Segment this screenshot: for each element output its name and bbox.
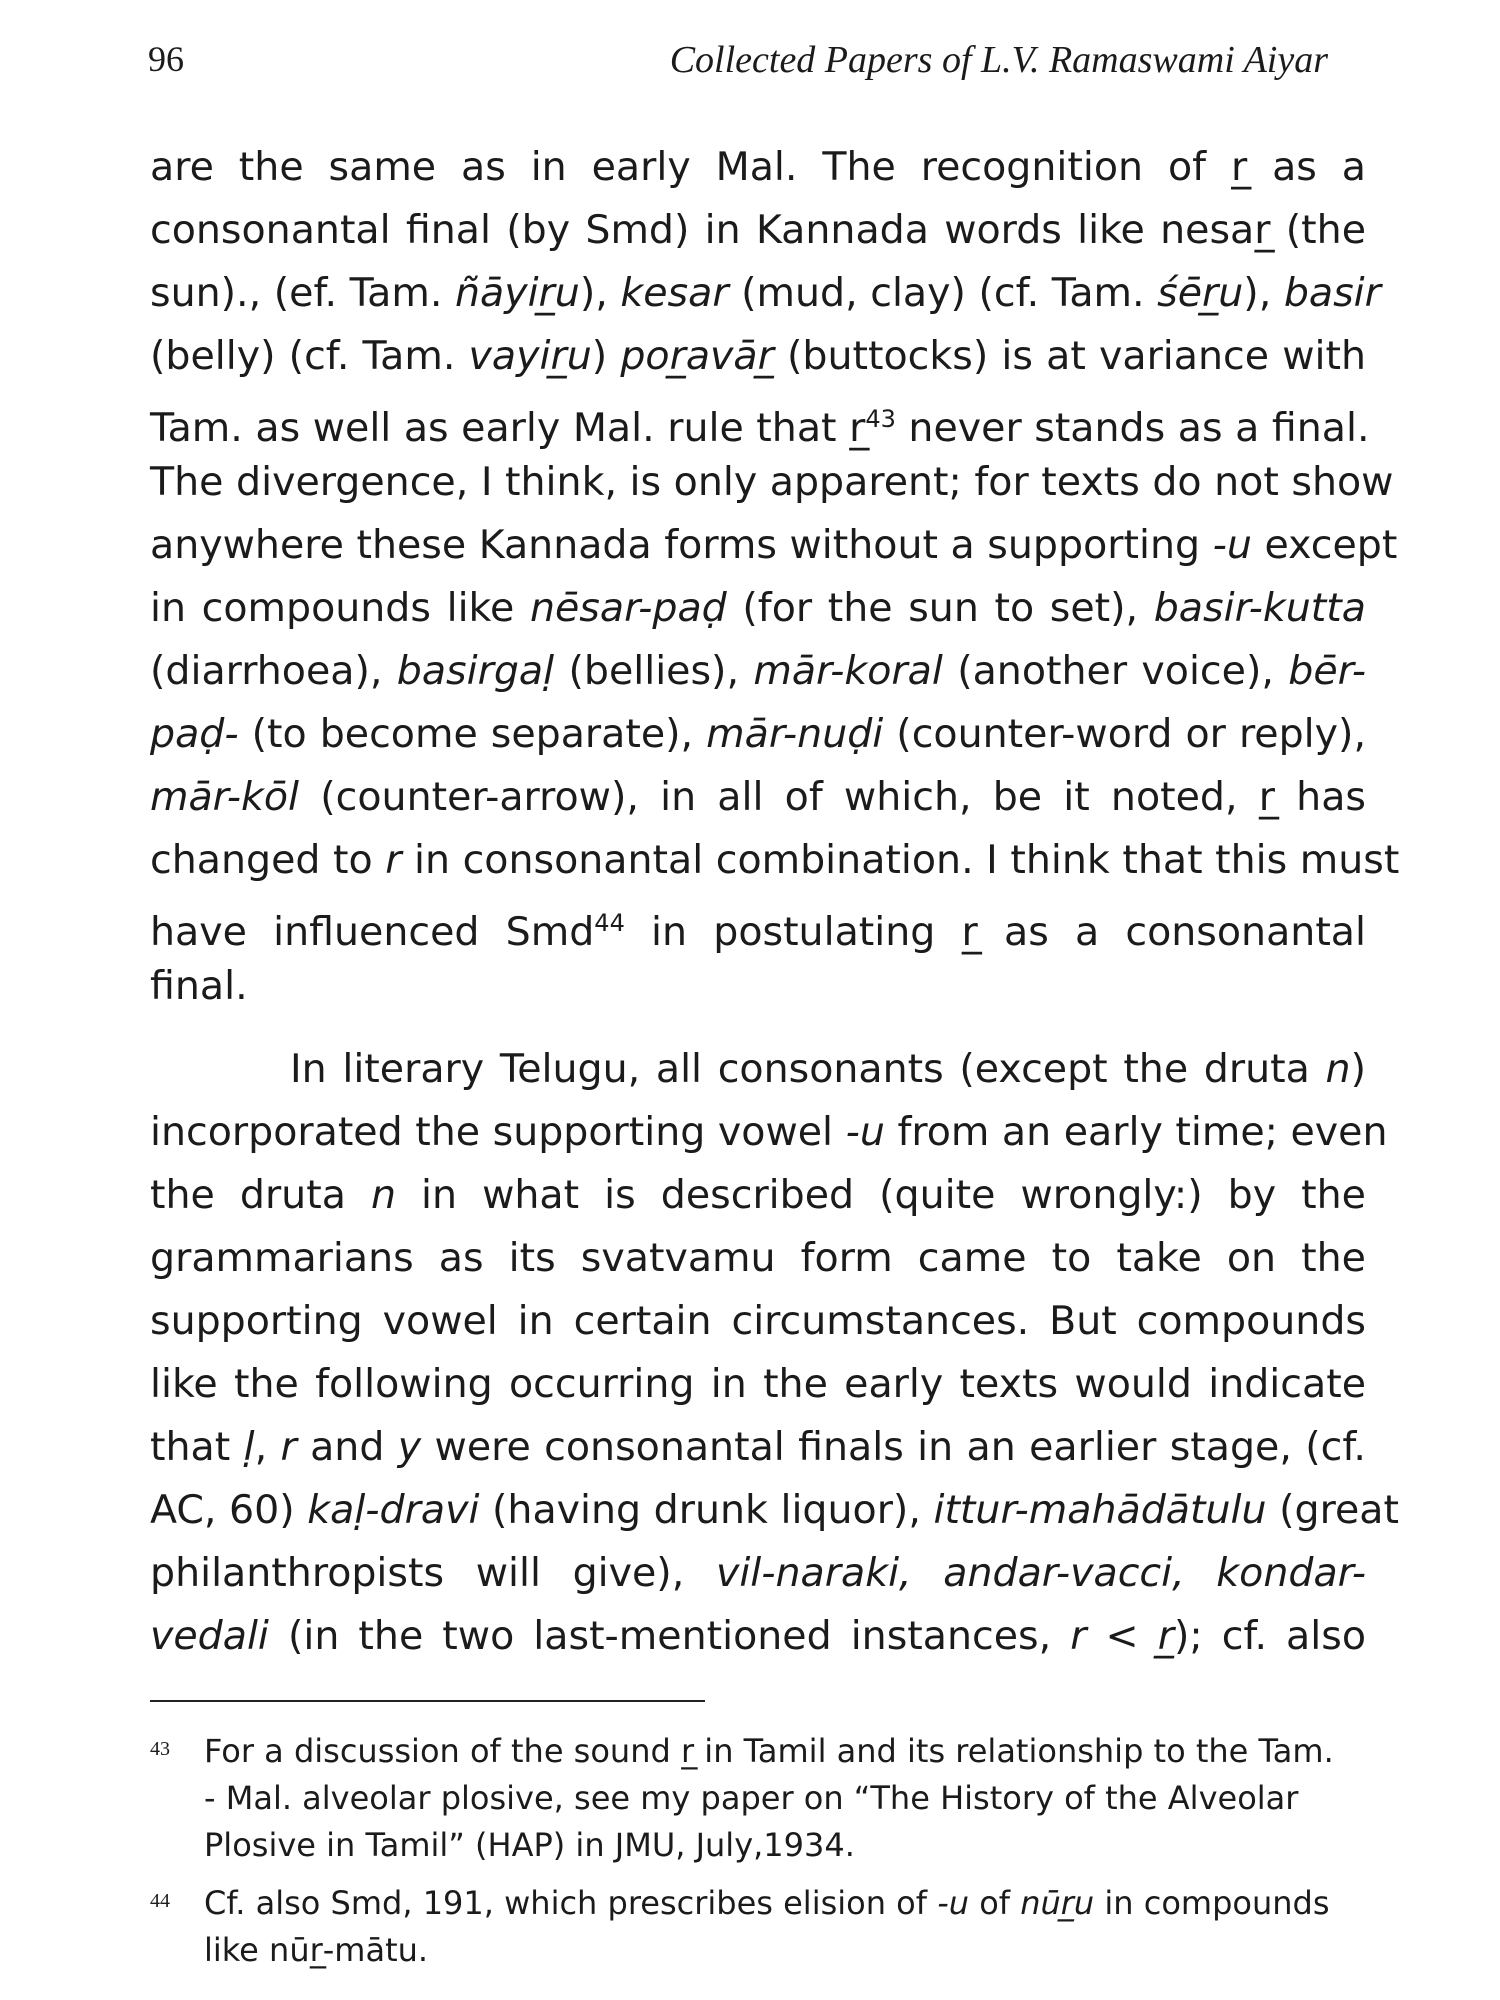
text-line: are the same as in early Mal. The recognition of r̲ as a: [150, 144, 1366, 190]
text-line: sun)., (ef. Tam. ñāyir̲u), kesar (mud, clay) (cf. Tam. śēr̲u), basir: [150, 270, 1381, 316]
text-line: consonantal final (by Smd) in Kannada words like nesar̲ (the: [150, 207, 1366, 253]
text-line: anywhere these Kannada forms without a supporting -u except: [150, 522, 1398, 568]
text-line: incorporated the supporting vowel -u from an early time; even: [150, 1109, 1388, 1155]
footnote-line: Cf. also Smd, 191, which prescribes elision of -u of nūr̲u in compounds: [204, 1884, 1330, 1922]
page-number: 96: [148, 39, 184, 79]
text-line: (belly) (cf. Tam. vayir̲u) por̲avār̲ (buttocks) is at variance with: [150, 333, 1367, 379]
footnote-number: 44: [150, 1890, 170, 1912]
text-line: final.: [150, 963, 248, 1009]
text-line: mār-kōl (counter-arrow), in all of which, be it noted, r̲ has: [150, 774, 1366, 820]
text-line: like the following occurring in the early texts would indicate: [150, 1361, 1366, 1407]
text-line: Tam. as well as early Mal. rule that r̲$^{43}$ never stands as a final.: [150, 405, 1370, 452]
text-line: AC, 60) kaḷ-dravi (having drunk liquor), ittur-mahādātulu (great: [150, 1487, 1399, 1533]
footnote-43: [150, 1728, 1366, 1869]
text-line: supporting vowel in certain circumstances. But compounds: [150, 1298, 1366, 1344]
text-line: changed to r in consonantal combination. I think that this must: [150, 837, 1400, 883]
text-line: vedali (in the two last-mentioned instances, r < r̲); cf. also: [150, 1613, 1366, 1659]
footnote-number: 43: [150, 1738, 170, 1760]
text-line: paḍ- (to become separate), mār-nuḍi (counter-word or reply),: [150, 711, 1367, 757]
text-line: grammarians as its svatvamu form came to take on the: [150, 1235, 1366, 1281]
footnote-line: - Mal. alveolar plosive, see my paper on “The History of the Alveolar: [204, 1779, 1299, 1817]
main-text: [150, 136, 1400, 1668]
page-header: [148, 38, 1328, 98]
text-line: that ḷ, r and y were consonantal finals in an earlier stage, (cf.: [150, 1424, 1366, 1470]
footnote-ref-44: 44: [594, 909, 625, 937]
text-line: The divergence, I think, is only apparent; for texts do not show: [150, 459, 1394, 505]
text-line: in compounds like nēsar-paḍ (for the sun to set), basir-kutta: [150, 585, 1366, 631]
text-line: have influenced Smd$^{44}$ in postulating r̲ as a consonantal: [150, 909, 1366, 956]
text-line: (diarrhoea), basirgaḷ (bellies), mār-koral (another voice), bēr-: [150, 648, 1366, 694]
footnote-line: For a discussion of the sound r̲ in Tamil and its relationship to the Tam.: [204, 1732, 1334, 1770]
text-line: In literary Telugu, all consonants (except the druta n): [290, 1046, 1366, 1092]
text-line: the druta n in what is described (quite wrongly:) by the: [150, 1172, 1366, 1218]
footnote-ref-43: 43: [865, 405, 896, 433]
text-line: philanthropists will give), vil-naraki, andar-vacci, kondar-: [150, 1550, 1366, 1596]
footnote-line: Plosive in Tamil” (HAP) in JMU, July,1934.: [204, 1826, 855, 1864]
footnote-44: [150, 1880, 1366, 1974]
footnote-separator: [150, 1700, 705, 1702]
footnote-line: like nūr̲-mātu.: [204, 1931, 429, 1969]
running-title: Collected Papers of L.V. Ramaswami Aiyar: [669, 39, 1328, 81]
